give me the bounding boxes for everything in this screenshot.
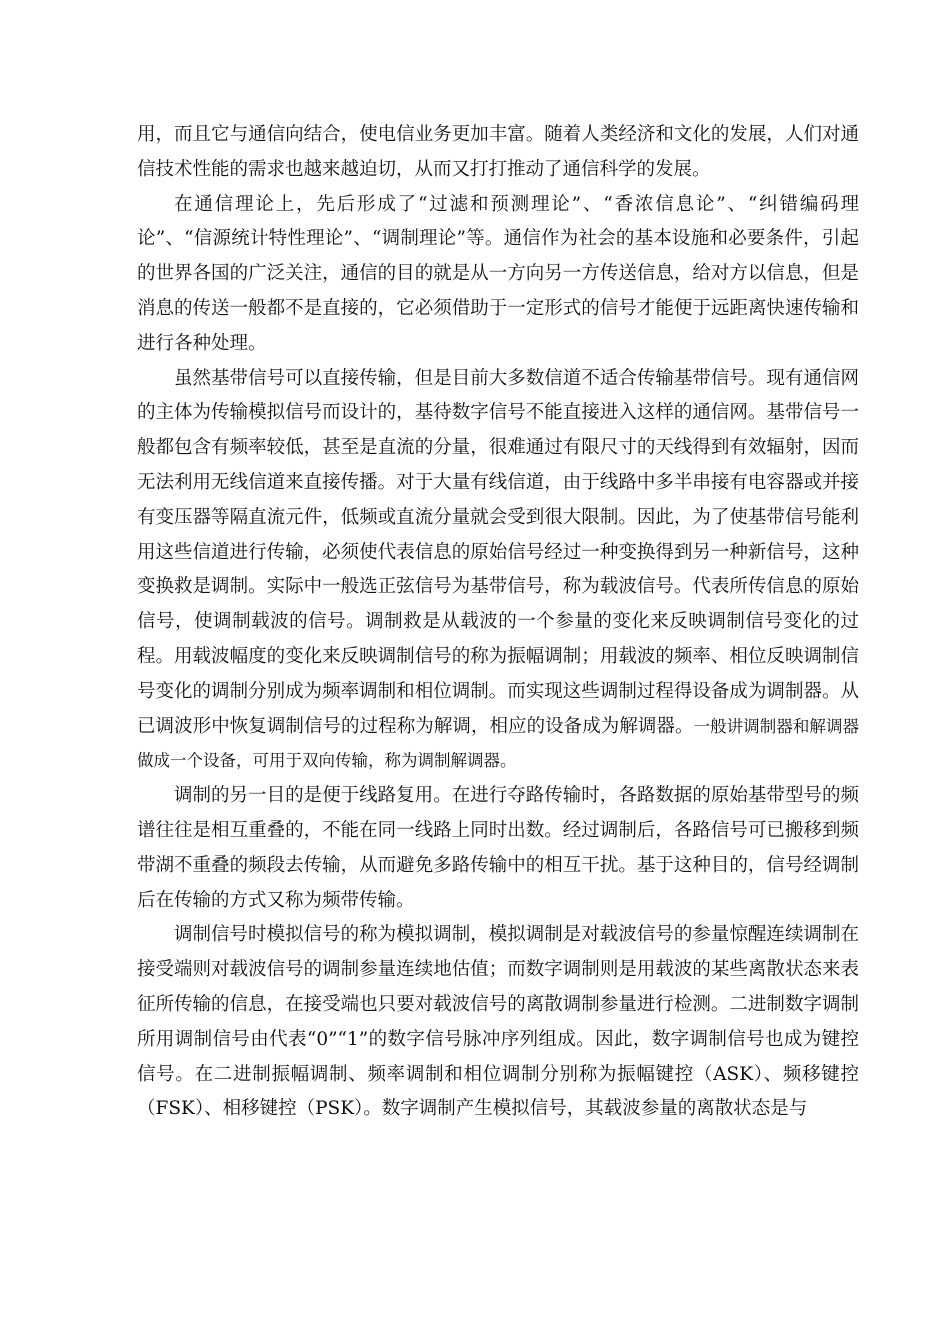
document-body <box>137 118 859 1127</box>
paragraph-3 <box>137 362 859 780</box>
paragraph-3-tail: 一般讲调制器和解调器做成一个设备，可用于双向传输，称为调制解调器。 <box>137 716 859 771</box>
paragraph-3-text: 虽然基带信号可以直接传输，但是目前大多数信道不适合传输基带信号。现有通信网的主体为传输模拟信号而设计的，基待数字信号不能直接进入这样的通信网。基带信号一般都包含有频率较低，甚至是直流的分量，很难通过有限尺寸的天线得到有效辐射，因而无法利用无线信道来直接传播。对于大量有线信道，由于线路中多半串接有电容器或并接有变压器等隔直流元件，低频或直流分量就会受到很大限制。因此，为了使基带信号能利用这些信道进行传输，必须使代表信息的原始信号经过一种变换得到另一种新信号，这种变换救是调制。实际中一般选正弦信号为基带信号，称为载波信号。代表所传信息的原始信号，使调制载波的信号。调制救是从载波的一个参量的变化来反映调制信号变化的过程。用载波幅度的变化来反映调制信号的称为振幅调制；用载波的频率、相位反映调制信号变化的调制分别成为频率调制和相位调制。而实现这些调制过程得设备成为调制器。从已调波形中恢复调制信号的过程称为解调，相应的设备成为解调器。 <box>137 367 859 737</box>
paragraph-2: 在通信理论上，先后形成了“过滤和预测理论”、“香浓信息论”、“纠错编码理论”、“信源统计特性理论”、“调制理论”等。通信作为社会的基本设施和必要条件，引起的世界各国的广泛关注，通信的目的就是从一方向另一方传送信息，给对方以信息，但是消息的传送一般都不是直接的，它必须借助于一定形式的信号才能便于远距离快速传输和进行各种处理。 <box>137 193 859 354</box>
paragraph-1: 用，而且它与通信向结合，使电信业务更加丰富。随着人类经济和文化的发展，人们对通信技术性能的需求也越来越迫切，从而又打打推动了通信科学的发展。 <box>137 124 859 180</box>
paragraph-5: 调制信号时模拟信号的称为模拟调制，模拟调制是对载波信号的参量惊醒连续调制在接受端则对载波信号的调制参量连续地估值；而数字调制则是用载波的某些离散状态来表征所传输的信息，在接受端也只要对载波信号的离散调制参量进行检测。二进制数字调制所用调制信号由代表“0”“1”的数字信号脉冲序列组成。因此，数字调制信号也成为键控信号。在二进制振幅调制、频率调制和相位调制分别称为振幅键控（ASK）、频移键控（FSK）、相移键控（PSK）。数字调制产生模拟信号，其载波参量的离散状态是与 <box>137 924 859 1120</box>
paragraph-4: 调制的另一目的是便于线路复用。在进行夺路传输时，各路数据的原始基带型号的频谱往往是相互重叠的，不能在同一线路上同时出数。经过调制后，各路信号可已搬移到频带湖不重叠的频段去传输，从而避免多路传输中的相互干扰。基于这种目的，信号经调制后在传输的方式又称为频带传输。 <box>137 785 859 911</box>
